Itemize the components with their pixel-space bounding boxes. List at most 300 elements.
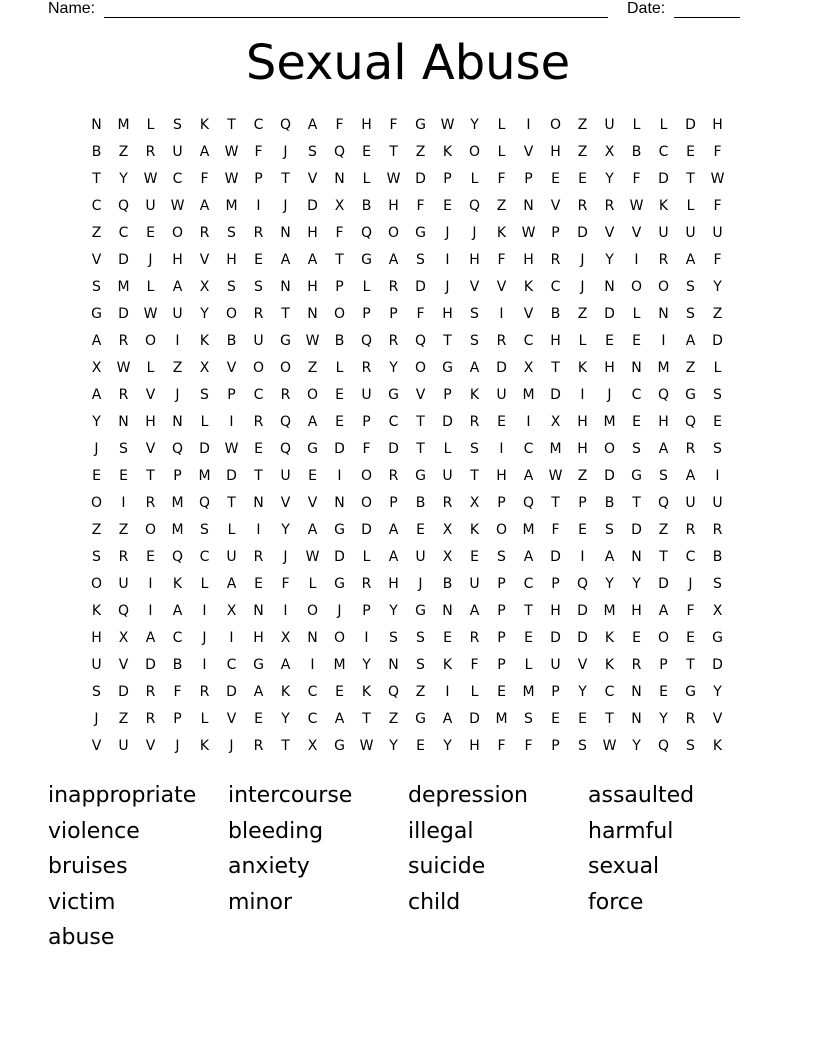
grid-letter: Y (578, 684, 587, 700)
grid-letter: L (713, 360, 722, 376)
grid-letter: A (685, 333, 696, 349)
grid-letter: H (253, 630, 264, 646)
grid-letter: Y (389, 603, 398, 619)
grid-letter: U (91, 657, 102, 673)
grid-letter: C (253, 117, 264, 133)
grid-letter: H (523, 252, 534, 268)
grid-letter: R (469, 630, 480, 646)
grid-letter: U (172, 144, 183, 160)
grid-letter: F (713, 252, 722, 268)
grid-letter: W (224, 171, 239, 187)
grid-letter: F (497, 738, 506, 754)
grid-letter: V (523, 144, 534, 160)
grid-letter: F (713, 198, 722, 214)
grid-letter: J (580, 252, 585, 268)
grid-letter: R (388, 468, 399, 484)
grid-letter: W (143, 171, 158, 187)
grid-letter: I (202, 603, 207, 619)
grid-letter: E (443, 630, 452, 646)
grid-letter: D (577, 225, 588, 241)
grid-letter: Q (279, 414, 292, 430)
grid-letter: Q (117, 603, 130, 619)
grid-letter: E (713, 414, 722, 430)
grid-letter: U (712, 495, 723, 511)
grid-letter: J (472, 225, 477, 241)
grid-letter: E (146, 549, 155, 565)
grid-letter: Y (119, 171, 128, 187)
grid-letter: W (710, 171, 725, 187)
grid-letter: I (445, 252, 450, 268)
grid-letter: N (91, 117, 102, 133)
grid-letter: N (334, 171, 345, 187)
grid-letter: S (713, 576, 722, 592)
grid-letter: H (604, 360, 615, 376)
grid-letter: K (604, 630, 615, 646)
grid-letter: P (389, 306, 398, 322)
grid-letter: T (227, 495, 236, 511)
grid-letter: H (361, 117, 372, 133)
grid-letter: H (469, 252, 480, 268)
grid-letter: M (603, 603, 616, 619)
grid-letter: A (388, 549, 399, 565)
grid-letter: E (578, 171, 587, 187)
grid-letter: H (550, 603, 561, 619)
grid-letter: T (92, 171, 101, 187)
grid-letter: O (657, 630, 670, 646)
grid-letter: Z (685, 360, 696, 376)
grid-letter: I (661, 333, 666, 349)
grid-letter: H (712, 117, 723, 133)
grid-letter: P (524, 171, 533, 187)
header (0, 0, 816, 22)
grid-letter: A (145, 630, 156, 646)
grid-letter: J (175, 387, 180, 403)
grid-letter: E (578, 711, 587, 727)
grid-letter: H (550, 333, 561, 349)
grid-letter: D (577, 603, 588, 619)
grid-letter: L (200, 414, 209, 430)
grid-letter: F (497, 171, 506, 187)
grid-letter: G (334, 738, 345, 754)
grid-letter: H (307, 279, 318, 295)
grid-letter: S (713, 441, 722, 457)
grid-letter: P (578, 495, 587, 511)
grid-letter: Q (279, 117, 292, 133)
grid-letter: V (226, 360, 237, 376)
grid-letter: S (686, 306, 695, 322)
grid-letter: N (280, 225, 291, 241)
grid-letter: G (415, 225, 426, 241)
grid-letter: M (333, 657, 346, 673)
grid-letter: Q (522, 495, 535, 511)
word-list-item: assaulted (588, 783, 695, 808)
grid-letter: P (497, 630, 506, 646)
grid-letter: T (254, 468, 263, 484)
grid-letter: F (200, 171, 209, 187)
grid-letter: G (415, 117, 426, 133)
grid-letter: D (604, 306, 615, 322)
grid-letter: Q (333, 144, 346, 160)
grid-letter: S (470, 333, 479, 349)
grid-letter: S (416, 252, 425, 268)
grid-letter: G (442, 360, 453, 376)
grid-letter: E (686, 144, 695, 160)
grid-letter: S (416, 630, 425, 646)
grid-letter: O (306, 603, 319, 619)
grid-letter: K (523, 279, 534, 295)
grid-letter: N (604, 279, 615, 295)
grid-letter: M (117, 279, 130, 295)
grid-letter: X (199, 279, 210, 295)
grid-letter: V (496, 279, 507, 295)
grid-letter: Q (468, 198, 481, 214)
grid-letter: S (227, 279, 236, 295)
grid-letter: M (657, 360, 670, 376)
grid-letter: U (658, 225, 669, 241)
grid-letter: Y (281, 522, 290, 538)
grid-letter: T (281, 306, 290, 322)
grid-letter: Q (360, 225, 373, 241)
grid-letter: J (229, 738, 234, 754)
grid-letter: T (227, 117, 236, 133)
grid-letter: I (283, 603, 288, 619)
grid-letter: E (632, 630, 641, 646)
grid-letter: A (226, 576, 237, 592)
grid-letter: O (360, 468, 373, 484)
grid-letter: S (632, 441, 641, 457)
grid-letter: W (305, 549, 320, 565)
grid-letter: J (148, 252, 153, 268)
grid-letter: I (256, 522, 261, 538)
grid-letter: H (577, 414, 588, 430)
grid-letter: X (280, 630, 291, 646)
grid-letter: O (630, 279, 643, 295)
grid-letter: D (118, 306, 129, 322)
grid-letter: N (307, 630, 318, 646)
grid-letter: M (549, 441, 562, 457)
grid-letter: F (173, 684, 182, 700)
grid-letter: C (658, 144, 669, 160)
grid-letter: B (631, 144, 642, 160)
grid-letter: J (283, 144, 288, 160)
grid-letter: O (468, 144, 481, 160)
word-list-item: bleeding (228, 818, 324, 844)
grid-letter: U (280, 468, 291, 484)
grid-letter: L (497, 144, 506, 160)
grid-letter: U (118, 576, 129, 592)
grid-letter: Z (496, 198, 507, 214)
grid-letter: M (171, 495, 184, 511)
grid-letter: T (659, 549, 668, 565)
grid-letter: L (470, 171, 479, 187)
grid-letter: R (631, 657, 642, 673)
grid-letter: G (91, 306, 102, 322)
grid-letter: U (550, 657, 561, 673)
grid-letter: S (470, 441, 479, 457)
grid-letter: D (604, 468, 615, 484)
grid-letter: C (604, 684, 615, 700)
grid-letter: G (631, 468, 642, 484)
grid-letter: L (659, 117, 668, 133)
grid-letter: C (388, 414, 399, 430)
grid-letter: J (337, 603, 342, 619)
grid-letter: P (227, 387, 236, 403)
grid-letter: W (359, 738, 374, 754)
grid-letter: A (307, 117, 318, 133)
grid-letter: H (226, 252, 237, 268)
grid-letter: A (280, 252, 291, 268)
grid-letter: A (523, 549, 534, 565)
grid-letter: D (685, 117, 696, 133)
grid-letter: G (415, 711, 426, 727)
grid-letter: D (226, 468, 237, 484)
grid-letter: O (279, 360, 292, 376)
grid-letter: I (148, 603, 153, 619)
grid-letter: A (604, 549, 615, 565)
grid-letter: W (440, 117, 455, 133)
grid-letter: V (523, 306, 534, 322)
grid-letter: O (171, 225, 184, 241)
grid-letter: Q (414, 333, 427, 349)
grid-letter: M (522, 387, 535, 403)
grid-letter: I (337, 468, 342, 484)
grid-letter: R (145, 684, 156, 700)
grid-letter: D (712, 657, 723, 673)
grid-letter: C (253, 387, 264, 403)
grid-letter: N (388, 657, 399, 673)
grid-letter: H (496, 468, 507, 484)
grid-letter: U (415, 549, 426, 565)
grid-letter: M (198, 468, 211, 484)
grid-letter: D (361, 522, 372, 538)
grid-letter: A (199, 198, 210, 214)
grid-letter: D (658, 171, 669, 187)
grid-letter: E (524, 630, 533, 646)
grid-letter: E (335, 414, 344, 430)
grid-letter: E (254, 441, 263, 457)
grid-letter: N (442, 603, 453, 619)
grid-letter: V (307, 495, 318, 511)
grid-letter: Z (577, 306, 588, 322)
word-list-item: inappropriate (48, 783, 197, 808)
grid-letter: T (605, 711, 614, 727)
grid-letter: E (146, 225, 155, 241)
grid-letter: L (632, 306, 641, 322)
grid-letter: W (629, 198, 644, 214)
grid-letter: R (199, 684, 210, 700)
grid-letter: L (686, 198, 695, 214)
grid-letter: C (631, 387, 642, 403)
word-list-item: suicide (408, 854, 486, 879)
grid-letter: M (225, 198, 238, 214)
grid-letter: R (118, 387, 129, 403)
grid-letter: V (550, 198, 561, 214)
grid-letter: Z (712, 306, 723, 322)
name-blank-line[interactable] (104, 17, 608, 18)
grid-letter: R (253, 414, 264, 430)
grid-letter: S (308, 144, 317, 160)
grid-letter: N (307, 306, 318, 322)
grid-letter: E (443, 198, 452, 214)
grid-letter: C (523, 333, 534, 349)
grid-letter: S (578, 738, 587, 754)
grid-letter: T (281, 171, 290, 187)
grid-letter: S (227, 225, 236, 241)
grid-letter: R (388, 333, 399, 349)
grid-letter: W (224, 144, 239, 160)
grid-letter: E (497, 684, 506, 700)
grid-letter: Q (198, 495, 211, 511)
grid-letter: E (632, 414, 641, 430)
grid-letter: K (280, 684, 291, 700)
grid-letter: S (686, 279, 695, 295)
grid-letter: T (686, 657, 695, 673)
grid-letter: G (253, 657, 264, 673)
grid-letter: X (91, 360, 102, 376)
grid-letter: J (445, 279, 450, 295)
grid-letter: J (688, 576, 693, 592)
grid-letter: C (550, 279, 561, 295)
grid-letter: I (364, 630, 369, 646)
grid-letter: G (307, 441, 318, 457)
grid-letter: Y (443, 738, 452, 754)
grid-letter: Z (307, 360, 318, 376)
grid-letter: R (253, 225, 264, 241)
grid-letter: P (497, 657, 506, 673)
grid-letter: S (389, 630, 398, 646)
grid-letter: A (172, 603, 183, 619)
date-blank-line[interactable] (674, 17, 740, 18)
grid-letter: P (497, 603, 506, 619)
grid-letter: O (603, 441, 616, 457)
grid-letter: J (94, 711, 99, 727)
grid-letter: V (91, 252, 102, 268)
grid-letter: X (334, 198, 345, 214)
grid-letter: Q (171, 441, 184, 457)
grid-letter: Z (577, 144, 588, 160)
grid-letter: R (118, 549, 129, 565)
grid-letter: X (442, 522, 453, 538)
grid-letter: H (307, 225, 318, 241)
grid-letter: S (497, 549, 506, 565)
grid-letter: D (631, 522, 642, 538)
grid-letter: Y (659, 711, 668, 727)
grid-letter: L (578, 333, 587, 349)
grid-letter: S (92, 549, 101, 565)
grid-letter: A (172, 279, 183, 295)
grid-letter: U (496, 387, 507, 403)
grid-letter: W (602, 738, 617, 754)
grid-letter: K (496, 225, 507, 241)
grid-letter: Z (577, 468, 588, 484)
grid-letter: Q (657, 387, 670, 403)
grid-letter: C (199, 549, 210, 565)
grid-letter: G (388, 387, 399, 403)
grid-letter: Y (470, 117, 479, 133)
grid-letter: C (172, 171, 183, 187)
grid-letter: T (470, 468, 479, 484)
grid-letter: D (118, 252, 129, 268)
grid-letter: W (386, 171, 401, 187)
grid-letter: K (172, 576, 183, 592)
grid-letter: Q (387, 684, 400, 700)
word-list-item: bruises (48, 854, 128, 879)
grid-letter: L (524, 657, 533, 673)
grid-letter: G (685, 684, 696, 700)
grid-letter: A (253, 684, 264, 700)
grid-letter: C (118, 225, 129, 241)
grid-letter: K (469, 387, 480, 403)
grid-letter: J (445, 225, 450, 241)
grid-letter: R (550, 252, 561, 268)
grid-letter: I (148, 576, 153, 592)
grid-letter: E (605, 333, 614, 349)
word-list-item: anxiety (228, 854, 310, 879)
grid-letter: R (118, 333, 129, 349)
grid-letter: J (580, 279, 585, 295)
grid-letter: E (551, 711, 560, 727)
grid-letter: L (497, 117, 506, 133)
grid-letter: T (389, 144, 398, 160)
grid-letter: O (90, 576, 103, 592)
grid-letter: P (362, 306, 371, 322)
grid-letter: Y (362, 657, 371, 673)
grid-letter: S (470, 306, 479, 322)
grid-letter: X (550, 414, 561, 430)
grid-letter: K (442, 144, 453, 160)
grid-letter: L (308, 576, 317, 592)
grid-letter: B (604, 495, 615, 511)
grid-letter: U (712, 225, 723, 241)
grid-letter: O (333, 306, 346, 322)
grid-letter: C (523, 441, 534, 457)
grid-letter: I (580, 387, 585, 403)
grid-letter: V (469, 279, 480, 295)
grid-letter: F (281, 576, 290, 592)
grid-letter: X (523, 360, 534, 376)
grid-letter: U (685, 225, 696, 241)
grid-letter: A (307, 252, 318, 268)
grid-letter: S (92, 279, 101, 295)
grid-letter: U (145, 198, 156, 214)
grid-letter: H (550, 144, 561, 160)
grid-letter: K (469, 522, 480, 538)
grid-letter: B (442, 576, 453, 592)
grid-letter: D (496, 360, 507, 376)
grid-letter: B (361, 198, 372, 214)
grid-letter: A (388, 252, 399, 268)
grid-letter: R (496, 333, 507, 349)
grid-letter: F (470, 657, 479, 673)
grid-letter: J (283, 549, 288, 565)
name-label: Name: (48, 0, 96, 17)
grid-letter: D (226, 684, 237, 700)
grid-letter: M (117, 117, 130, 133)
grid-letter: X (199, 360, 210, 376)
grid-letter: N (118, 414, 129, 430)
grid-letter: Y (281, 711, 290, 727)
grid-letter: E (416, 522, 425, 538)
grid-letter: R (253, 738, 264, 754)
grid-letter: A (685, 468, 696, 484)
grid-letter: Q (657, 738, 670, 754)
grid-letter: L (146, 279, 155, 295)
grid-letter: N (280, 279, 291, 295)
grid-letter: W (116, 360, 131, 376)
grid-letter: E (659, 684, 668, 700)
grid-letter: N (172, 414, 183, 430)
grid-letter: N (631, 711, 642, 727)
